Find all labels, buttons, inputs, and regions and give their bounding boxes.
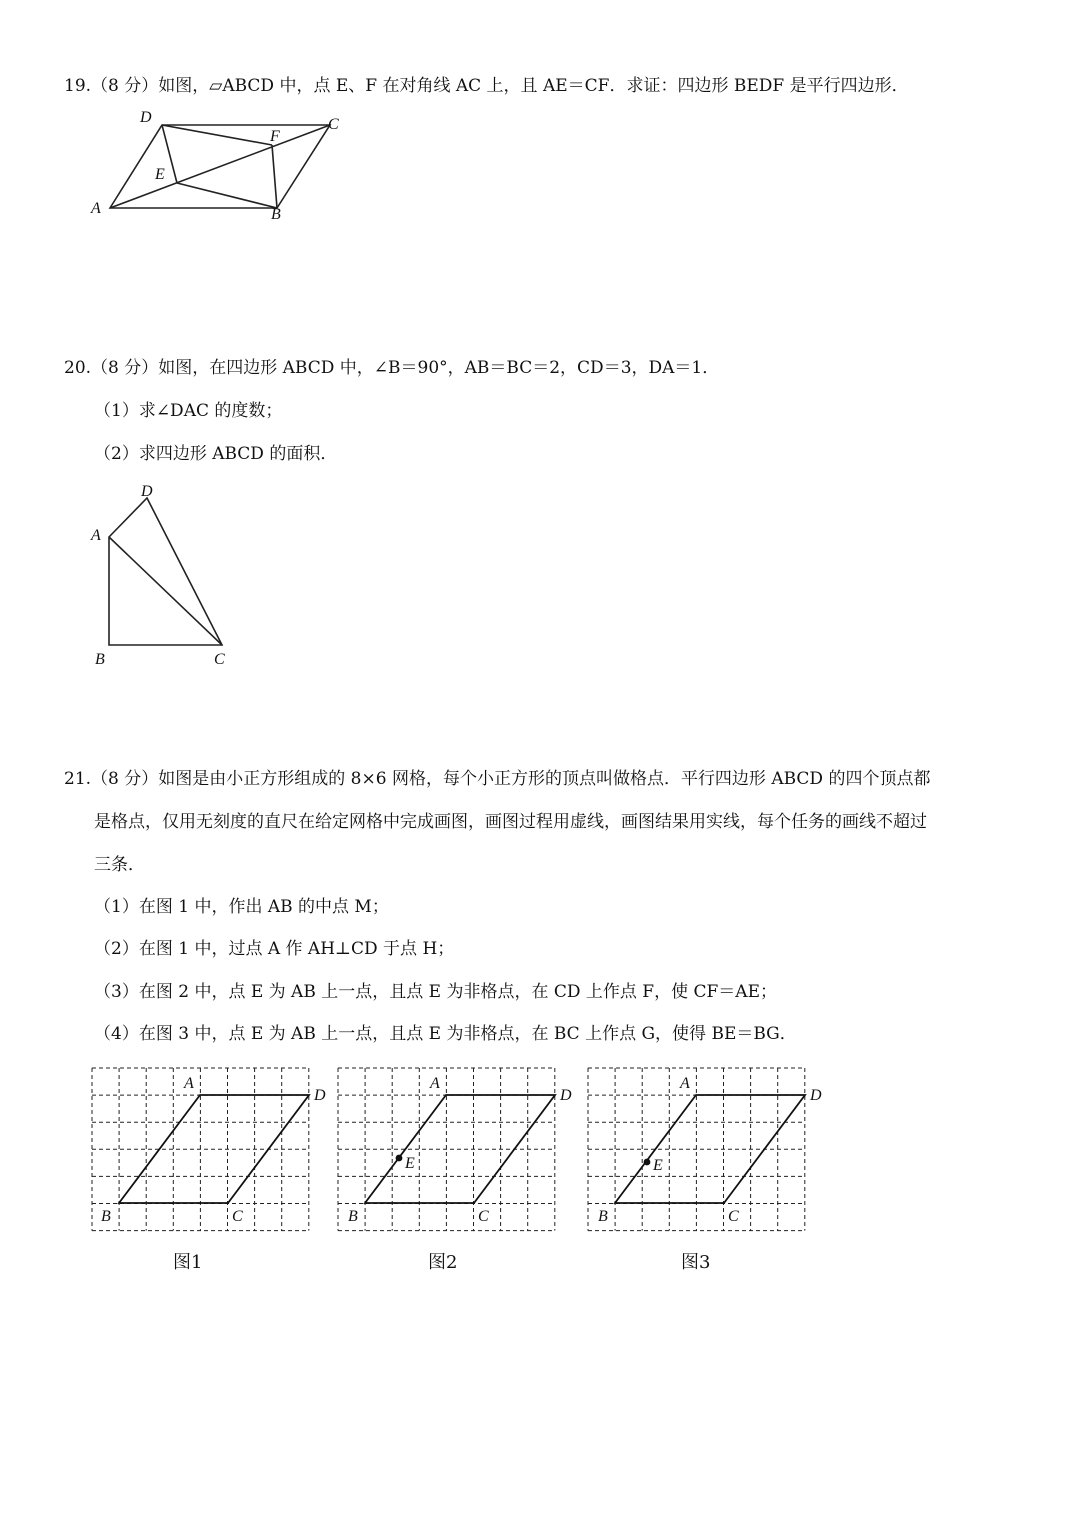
q21-line1: 21.（8 分）如图是由小正方形组成的 8×6 网格，每个小正方形的顶点叫做格点．平行四边形 ABCD 的四个顶点都 xyxy=(64,769,931,789)
fig3-label-C: C xyxy=(728,1208,739,1225)
fig1-label-B: B xyxy=(101,1208,111,1225)
q19-label-F: F xyxy=(270,128,280,145)
q21-sub3: （3）在图 2 中，点 E 为 AB 上一点，且点 E 为非格点，在 CD 上作点 F，使 CF＝AE； xyxy=(94,982,777,1002)
fig2-caption: 图2 xyxy=(428,1252,458,1273)
fig2-label-D: D xyxy=(560,1087,572,1104)
fig3-label-E: E xyxy=(653,1157,663,1174)
fig3-caption: 图3 xyxy=(681,1252,711,1273)
grid-dashed-lines xyxy=(588,1068,805,1231)
q19-figure xyxy=(85,105,355,225)
grid-dashed-lines xyxy=(92,1068,309,1231)
q19-label-E: E xyxy=(155,166,165,183)
grid-dashed-lines xyxy=(338,1068,555,1231)
q21-figure-3 xyxy=(588,1068,822,1232)
q21-sub4: （4）在图 3 中，点 E 为 AB 上一点，且点 E 为非格点，在 BC 上作点 G，使得 BE＝BG． xyxy=(94,1024,797,1044)
fig2-label-C: C xyxy=(478,1208,489,1225)
q21-line2: 是格点，仅用无刻度的直尺在给定网格中完成画图，画图过程用虚线，画图结果用实线，每个任务的画线不超过 xyxy=(94,812,927,832)
q21-sub2: （2）在图 1 中，过点 A 作 AH⊥CD 于点 H； xyxy=(94,939,455,959)
q21-sub1: （1）在图 1 中，作出 AB 的中点 M； xyxy=(94,897,389,917)
point-E xyxy=(396,1155,403,1162)
q19-text: 19.（8 分）如图，▱ABCD 中，点 E、F 在对角线 AC 上，且 AE＝CF．求证：四边形 BEDF 是平行四边形． xyxy=(64,76,909,96)
fig2-label-B: B xyxy=(348,1208,358,1225)
q20-text: 20.（8 分）如图，在四边形 ABCD 中，∠B＝90°，AB＝BC＝2，CD＝3，DA＝1． xyxy=(64,358,720,378)
q19-label-C: C xyxy=(328,116,339,133)
q21-line3: 三条． xyxy=(94,855,145,875)
fig1-label-C: C xyxy=(232,1208,243,1225)
fig3-label-A: A xyxy=(680,1075,690,1092)
q19-label-B: B xyxy=(271,206,281,223)
fig1-label-D: D xyxy=(314,1087,326,1104)
q19-label-D: D xyxy=(140,109,152,126)
q20-sub2: （2）求四边形 ABCD 的面积． xyxy=(94,444,338,464)
q20-label-B: B xyxy=(95,651,105,668)
q20-figure xyxy=(85,478,245,678)
q19-label-A: A xyxy=(91,200,101,217)
q20-label-A: A xyxy=(91,527,101,544)
q21-figure-2 xyxy=(338,1068,572,1232)
fig3-label-D: D xyxy=(810,1087,822,1104)
q20-label-D: D xyxy=(141,483,153,500)
q20-label-C: C xyxy=(214,651,225,668)
fig1-label-A: A xyxy=(184,1075,194,1092)
q20-sub1: （1）求∠DAC 的度数； xyxy=(94,401,283,421)
fig2-label-A: A xyxy=(430,1075,440,1092)
fig1-caption: 图1 xyxy=(173,1252,203,1273)
point-E xyxy=(644,1159,651,1166)
fig3-label-B: B xyxy=(598,1208,608,1225)
fig2-label-E: E xyxy=(405,1155,415,1172)
q21-figure-1 xyxy=(92,1068,326,1232)
